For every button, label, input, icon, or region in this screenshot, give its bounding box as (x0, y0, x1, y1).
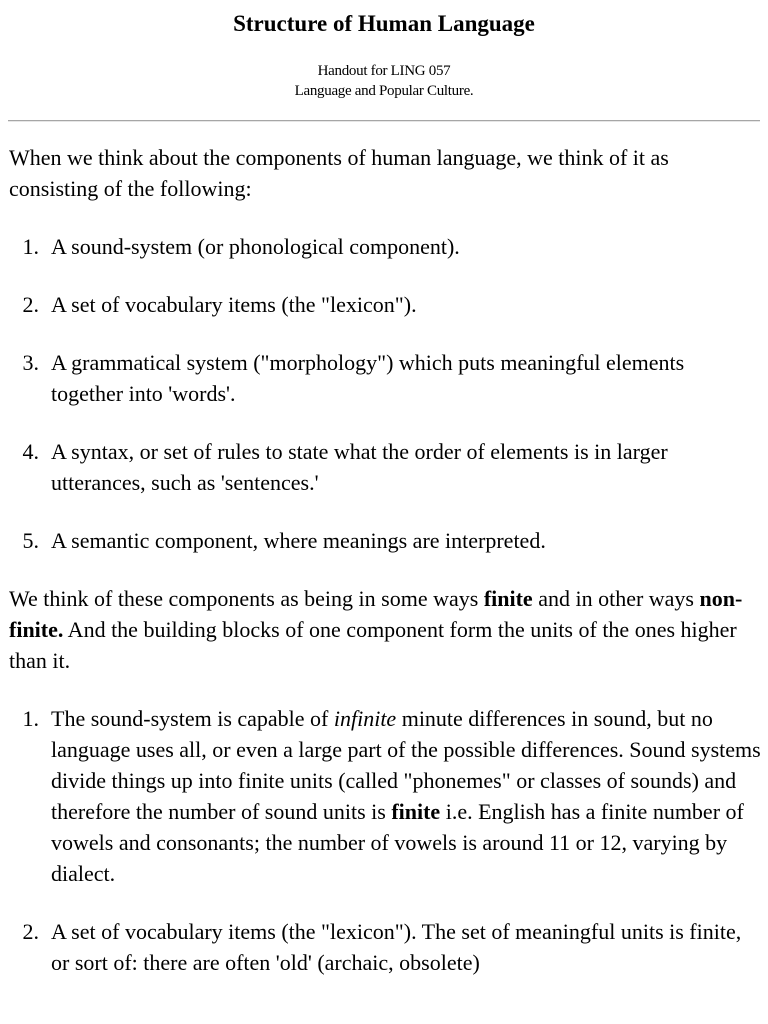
list-item-text: minute differences in sound, but no language uses all, or even a large part of the possible differences. Sound systems divide things up into finite units (called "phonemes" or classes of sounds) and therefore the number of sound units is (51, 706, 761, 824)
emphasis-infinite: infinite (333, 706, 397, 731)
emphasis-non-finite: non-finite. (9, 586, 743, 642)
list-item (9, 703, 761, 889)
list-item (9, 289, 761, 320)
emphasis-finite: finite (483, 586, 533, 611)
horizontal-rule (8, 120, 760, 122)
paragraph-text: and in other ways (532, 586, 700, 611)
list-item-text: The sound-system is capable of (51, 706, 334, 731)
list-item-text: A set of vocabulary items (the "lexicon"). The set of meaningful units is finite, or sort of: there are often 'old' (archaic, obsolete) (51, 919, 742, 975)
handout-course-line: Handout for LING 057 (317, 63, 451, 79)
list-number: 1. (22, 706, 39, 731)
document-body (9, 142, 761, 1005)
intro-paragraph: When we think about the components of human language, we think of it as consisting of the following: (9, 145, 669, 201)
list-item-text: A grammatical system ("morphology") which puts meaningful elements together into 'words'. (51, 350, 685, 406)
list-item-text: A set of vocabulary items (the "lexicon"). (51, 292, 417, 317)
list-item (9, 436, 761, 498)
list-item (9, 347, 761, 409)
list-item (9, 916, 761, 978)
paragraph-text: We think of these components as being in some ways (9, 586, 484, 611)
list-number: 1. (22, 234, 39, 259)
list-item-text: i.e. English has a finite number of vowels and consonants; the number of vowels is around 11 or 12, varying by dialect. (51, 799, 744, 886)
page-title: Structure of Human Language (233, 11, 535, 36)
list-number: 2. (22, 919, 39, 944)
list-item (9, 525, 761, 556)
list-number: 3. (22, 350, 39, 375)
finiteness-paragraph (9, 583, 761, 676)
paragraph-text: And the building blocks of one component form the units of the ones higher than it. (9, 617, 737, 673)
components-list (9, 231, 761, 556)
list-item (9, 231, 761, 262)
list-number: 4. (22, 439, 39, 464)
list-number: 5. (22, 528, 39, 553)
handout-course-name: Language and Popular Culture. (294, 83, 474, 99)
details-list (9, 703, 761, 978)
list-item-text: A sound-system (or phonological component). (51, 234, 460, 259)
list-item-text: A syntax, or set of rules to state what the order of elements is in larger utterances, such as 'sentences.' (51, 439, 668, 495)
list-number: 2. (22, 292, 39, 317)
list-item-text: A semantic component, where meanings are interpreted. (51, 528, 546, 553)
emphasis-finite: finite (391, 799, 441, 824)
